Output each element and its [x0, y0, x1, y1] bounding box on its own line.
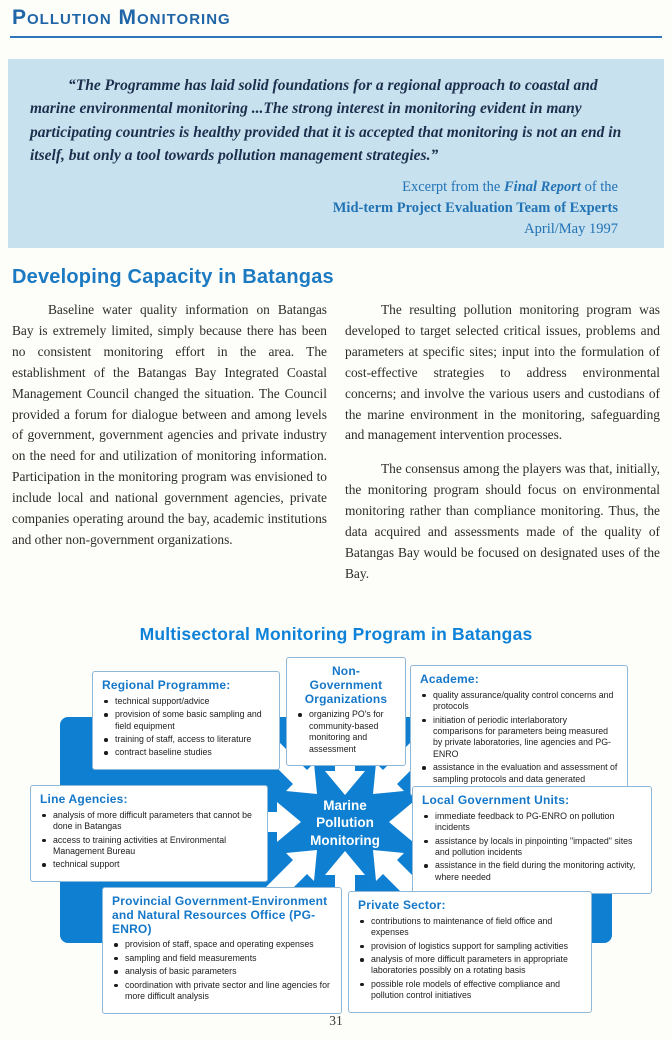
bullet-item: organizing PO's for community-based monitoring and assessment	[296, 709, 396, 755]
bullet-item: possible role models of effective compliance and pollution control initiatives	[358, 979, 582, 1002]
attribution-prefix: Excerpt from the	[402, 179, 504, 195]
bullet-item: sampling and field measurements	[112, 953, 332, 964]
box-heading: Provincial Government-Environment and Natural Resources Office (PG-ENRO)	[112, 894, 328, 936]
attribution-line-1	[8, 177, 618, 198]
bullet-item: provision of some basic sampling and field equipment	[102, 709, 270, 732]
bullet-item: provision of staff, space and operating expenses	[112, 939, 332, 950]
right-column	[345, 300, 660, 585]
box-bullet-list	[112, 939, 332, 1002]
bullet-item: training of staff, access to literature	[102, 734, 270, 745]
bullet-item: access to training activities at Environmental Management Bureau	[40, 835, 258, 858]
bullet-item: technical support/advice	[102, 696, 270, 707]
bullet-item: initiation of periodic interlaboratory comparisons for parameters being measured by private laboratories, line agencies and PG-ENRO	[420, 715, 618, 761]
page-header: Pollution Monitoring	[12, 6, 231, 29]
diagram-box-private-sector	[348, 891, 592, 1013]
attribution-suffix: of the	[580, 179, 618, 195]
attribution-line-3: April/May 1997	[524, 221, 618, 238]
bullet-item: contributions to maintenance of field office and expenses	[358, 916, 582, 939]
box-bullet-list	[422, 811, 642, 884]
box-bullet-list	[358, 916, 582, 1002]
diagram-box-line-agencies	[30, 785, 268, 882]
quote-text: “The Programme has laid solid foundations for a regional approach to coastal and marine environmental monitoring ...The strong interest in monitoring evident in many participating countries is healthy provided that it is accepted that monitoring is not an end in itself, but only a tool towards pollution management strategies.”	[30, 77, 622, 164]
box-bullet-list	[40, 810, 258, 871]
section-heading: Developing Capacity in Batangas	[12, 266, 334, 288]
header-rule	[10, 36, 662, 38]
quote-attribution	[8, 177, 664, 240]
bullet-item: immediate feedback to PG-ENRO on pollution incidents	[422, 811, 642, 834]
center-label-line: Monitoring	[310, 832, 380, 848]
diagram-center-label	[285, 797, 405, 849]
diagram-box-academe	[410, 665, 628, 796]
bullet-item: assistance in the evaluation and assessment of sampling protocols and data generated	[420, 762, 618, 785]
bullet-item: contract baseline studies	[102, 747, 270, 758]
quote-box	[8, 59, 664, 248]
diagram-box-non-government-organizations	[286, 657, 406, 766]
center-label-line: Marine	[323, 798, 367, 813]
bullet-item: assistance in the field during the monitoring activity, where needed	[422, 860, 642, 883]
bullet-item: analysis of more difficult parameters that cannot be done in Batangas	[40, 810, 258, 833]
bullet-item: coordination with private sector and line agencies for more difficult analysis	[112, 980, 332, 1003]
center-label-line: Pollution	[316, 815, 374, 831]
box-bullet-list	[296, 709, 396, 755]
bullet-item: provision of logistics support for sampling activities	[358, 941, 582, 952]
page-number: 31	[329, 1013, 343, 1028]
bullet-item: technical support	[40, 859, 258, 870]
bullet-item: analysis of basic parameters	[112, 966, 332, 977]
left-paragraph: Baseline water quality information on Batangas Bay is extremely limited, simply because there has been no consistent monitoring effort in the area. The establishment of the Batangas Bay Integrated Coastal Management Council changed the situation. The Council provided a forum for dialogue between and among levels of government, government agencies and private industry on the need for and utilization of monitoring information. Participation in the monitoring program was envisioned to include local and national government agencies, private companies operating around the bay, academic institutions and other non-government organizations.	[12, 302, 327, 547]
left-column	[12, 300, 327, 585]
bullet-item: analysis of more difficult parameters in appropriate laboratories possibly on a rotating basis	[358, 954, 582, 977]
bullet-item: assistance by locals in pinpointing "impacted" sites and pollution incidents	[422, 836, 642, 859]
monitoring-diagram	[8, 655, 664, 1015]
diagram-box-local-government-units	[412, 786, 652, 894]
right-paragraph-1: The resulting pollution monitoring program was developed to target selected critical issues, problems and parameters at specific sites; input into the formulation of cost-effective strategies to address environmental concerns; and involve the various users and custodians of the marine environment in the monitoring, safeguarding and management intervention processes.	[345, 302, 660, 443]
box-heading: Regional Programme:	[102, 678, 231, 692]
box-heading: Local Government Units:	[422, 793, 570, 807]
bullet-item: quality assurance/quality control concerns and protocols	[420, 690, 618, 713]
box-bullet-list	[102, 696, 270, 759]
box-heading: Line Agencies:	[40, 792, 128, 806]
diagram-box-regional-programme	[92, 671, 280, 770]
attribution-report-title: Final Report	[504, 179, 581, 195]
box-heading: Non-Government Organizations	[304, 664, 388, 706]
body-columns	[12, 300, 660, 585]
box-heading: Private Sector:	[358, 898, 446, 912]
box-heading: Academe:	[420, 672, 479, 686]
box-bullet-list	[420, 690, 618, 785]
diagram-title: Multisectoral Monitoring Program in Batangas	[139, 624, 533, 644]
attribution-line-2: Mid-term Project Evaluation Team of Experts	[332, 200, 618, 217]
diagram-box-pg-enro	[102, 887, 342, 1014]
right-paragraph-2: The consensus among the players was that, initially, the monitoring program should focus on environmental monitoring rather than compliance monitoring. Thus, the data acquired and assessments made of the quality of Batangas Bay would be focused on designated uses of the Bay.	[345, 461, 660, 581]
